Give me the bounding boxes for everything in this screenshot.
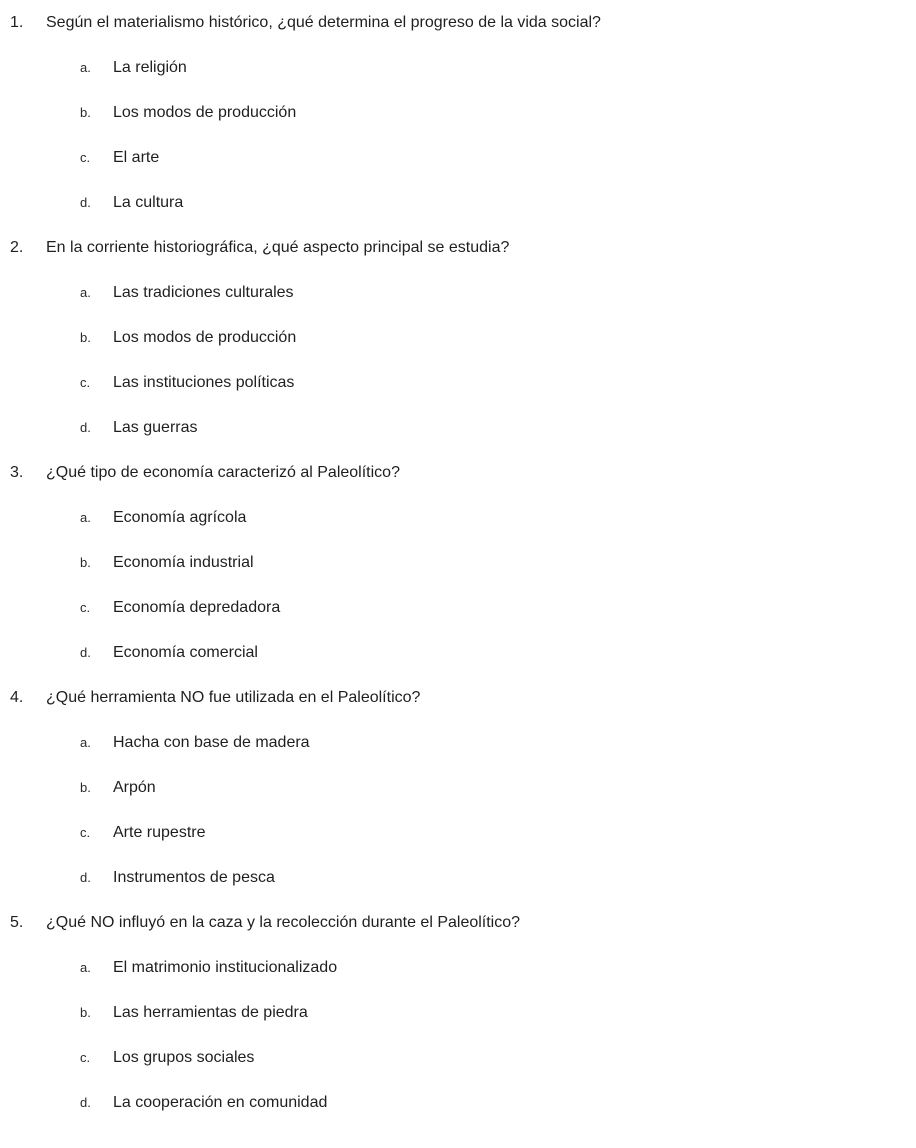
- option-text: El matrimonio institucionalizado: [113, 958, 338, 976]
- question-text: ¿Qué herramienta NO fue utilizada en el Paleolítico?: [46, 688, 421, 706]
- option-letter: d.: [80, 869, 91, 885]
- option-letter: c.: [80, 374, 91, 390]
- option-letter: d.: [80, 644, 91, 660]
- question-number: 1.: [10, 13, 24, 31]
- question-2: [0, 225, 916, 270]
- option-letter: c.: [80, 1049, 91, 1065]
- question-text: ¿Qué tipo de economía caracterizó al Paleolítico?: [46, 463, 400, 481]
- option-letter: b.: [80, 1004, 91, 1020]
- option-text: Economía depredadora: [113, 598, 281, 616]
- option-text: Los modos de producción: [113, 328, 297, 346]
- option-text: La religión: [113, 58, 187, 76]
- option-letter: b.: [80, 104, 91, 120]
- question-3: [0, 450, 916, 495]
- option-text: El arte: [113, 148, 160, 166]
- option-letter: a.: [80, 284, 91, 300]
- option-letter: a.: [80, 59, 91, 75]
- option-2d: [0, 405, 916, 450]
- option-text: La cooperación en comunidad: [113, 1093, 328, 1111]
- option-text: Economía industrial: [113, 553, 254, 571]
- option-1b: [0, 90, 916, 135]
- option-1d: [0, 180, 916, 225]
- option-letter: d.: [80, 194, 91, 210]
- option-1c: [0, 135, 916, 180]
- question-text: En la corriente historiográfica, ¿qué aspecto principal se estudia?: [46, 238, 510, 256]
- option-4d: [0, 855, 916, 900]
- option-text: Las tradiciones culturales: [113, 283, 294, 301]
- options-list-1: [0, 45, 916, 225]
- question-4: [0, 675, 916, 720]
- option-letter: b.: [80, 779, 91, 795]
- option-3d: [0, 630, 916, 675]
- options-list-2: [0, 270, 916, 450]
- question-1: [0, 0, 916, 45]
- option-letter: b.: [80, 329, 91, 345]
- option-letter: a.: [80, 734, 91, 750]
- option-letter: a.: [80, 509, 91, 525]
- option-5b: [0, 990, 916, 1035]
- option-text: Hacha con base de madera: [113, 733, 310, 751]
- options-list-3: [0, 495, 916, 675]
- option-letter: c.: [80, 599, 91, 615]
- question-5: [0, 900, 916, 945]
- question-number: 5.: [10, 913, 24, 931]
- option-3c: [0, 585, 916, 630]
- option-text: Economía comercial: [113, 643, 258, 661]
- option-1a: [0, 45, 916, 90]
- option-2b: [0, 315, 916, 360]
- option-letter: b.: [80, 554, 91, 570]
- option-4b: [0, 765, 916, 810]
- option-5d: [0, 1080, 916, 1125]
- question-number: 2.: [10, 238, 24, 256]
- option-text: La cultura: [113, 193, 184, 211]
- option-4c: [0, 810, 916, 855]
- option-letter: a.: [80, 959, 91, 975]
- option-text: Arte rupestre: [113, 823, 206, 841]
- option-3b: [0, 540, 916, 585]
- option-text: Las herramientas de piedra: [113, 1003, 308, 1021]
- options-list-5: [0, 945, 916, 1125]
- option-5c: [0, 1035, 916, 1080]
- question-number: 3.: [10, 463, 24, 481]
- option-text: Los modos de producción: [113, 103, 297, 121]
- option-5a: [0, 945, 916, 990]
- option-letter: d.: [80, 419, 91, 435]
- option-3a: [0, 495, 916, 540]
- option-letter: c.: [80, 149, 91, 165]
- option-letter: d.: [80, 1094, 91, 1110]
- option-2c: [0, 360, 916, 405]
- question-number: 4.: [10, 688, 24, 706]
- option-text: Las guerras: [113, 418, 198, 436]
- question-text: ¿Qué NO influyó en la caza y la recolección durante el Paleolítico?: [46, 913, 521, 931]
- option-letter: c.: [80, 824, 91, 840]
- option-text: Arpón: [113, 778, 156, 796]
- option-text: Economía agrícola: [113, 508, 247, 526]
- option-2a: [0, 270, 916, 315]
- option-text: Los grupos sociales: [113, 1048, 255, 1066]
- option-text: Instrumentos de pesca: [113, 868, 275, 886]
- question-text: Según el materialismo histórico, ¿qué determina el progreso de la vida social?: [46, 13, 601, 31]
- options-list-4: [0, 720, 916, 900]
- option-text: Las instituciones políticas: [113, 373, 295, 391]
- option-4a: [0, 720, 916, 765]
